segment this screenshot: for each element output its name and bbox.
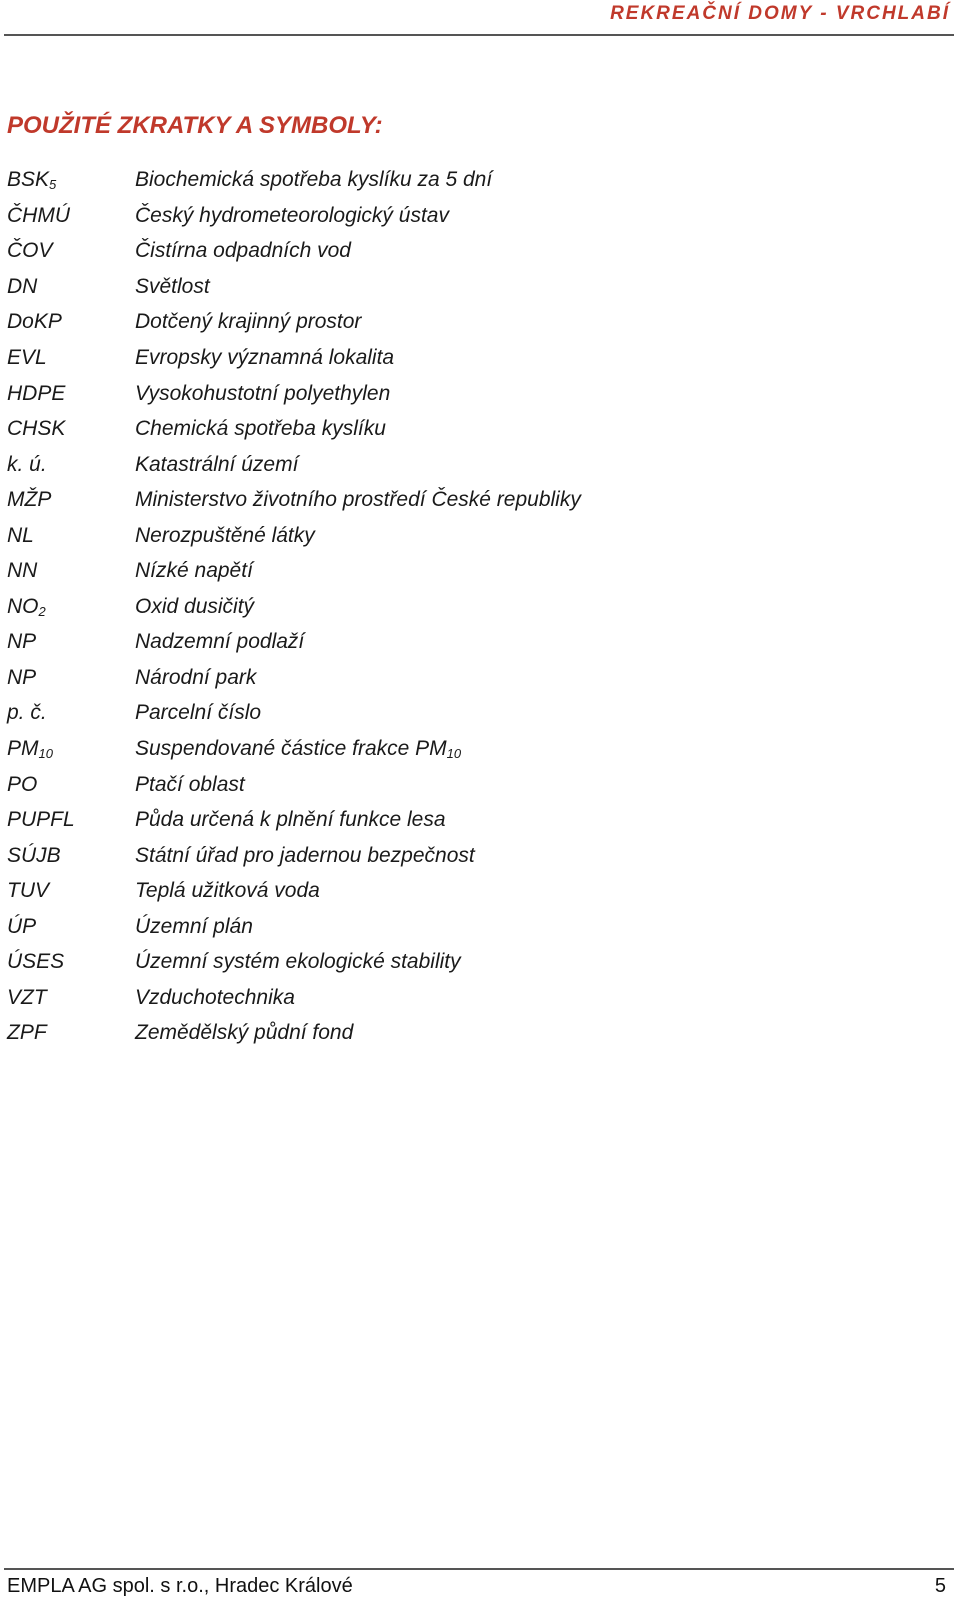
abbreviation-meaning-text: Světlost: [135, 274, 210, 298]
abbreviation-term: [7, 418, 135, 439]
abbreviation-row: [7, 162, 907, 198]
abbreviation-row: [7, 340, 907, 376]
abbreviation-meaning-text: Chemická spotřeba kyslíku: [135, 417, 386, 441]
abbreviation-row: [7, 517, 907, 553]
abbreviation-term: [7, 845, 135, 866]
abbreviation-meaning-text: Dotčený krajinný prostor: [135, 310, 362, 334]
abbreviation-meaning: [135, 560, 253, 581]
abbreviation-row: [7, 660, 907, 696]
abbreviation-meaning: [135, 880, 320, 901]
abbreviation-meaning: [135, 418, 386, 439]
abbreviation-meaning-text: Suspendované částice frakce PM: [135, 737, 447, 761]
abbreviation-meaning: [135, 525, 315, 546]
abbreviation-meaning-text: Státní úřad pro jadernou bezpečnost: [135, 843, 475, 867]
abbreviation-meaning-text: Oxid dusičitý: [135, 594, 255, 618]
page-footer: [4, 1568, 954, 1599]
abbreviation-meaning-text: Nadzemní podlaží: [135, 630, 305, 654]
abbreviation-row: [7, 375, 907, 411]
abbreviation-meaning: [135, 454, 298, 475]
abbreviation-term-text: p. č.: [7, 701, 47, 725]
document-title: REKREAČNÍ DOMY - VRCHLABÍ: [610, 3, 950, 24]
abbreviation-term-text: TUV: [7, 879, 49, 903]
abbreviation-term: [7, 276, 135, 297]
abbreviation-meaning: [135, 987, 295, 1008]
abbreviation-row: [7, 304, 907, 340]
abbreviation-meaning-text: Katastrální území: [135, 452, 299, 476]
abbreviation-term: [7, 951, 135, 972]
abbreviation-term-text: DN: [7, 274, 38, 298]
abbreviation-term: [7, 987, 135, 1008]
abbreviation-meaning-text: Vysokohustotní polyethylen: [135, 381, 391, 405]
abbreviation-meaning-text: Nízké napětí: [135, 559, 253, 583]
abbreviation-term: [7, 809, 135, 830]
abbreviation-meaning: [135, 240, 351, 261]
abbreviation-row: [7, 802, 907, 838]
abbreviation-term: [7, 1022, 135, 1043]
abbreviation-meaning: [135, 737, 462, 762]
abbreviation-row: [7, 944, 907, 980]
abbreviation-meaning: [135, 774, 245, 795]
abbreviation-meaning: [135, 205, 449, 226]
abbreviation-term-text: ÚP: [7, 914, 37, 938]
abbreviation-meaning-text: Český hydrometeorologický ústav: [135, 203, 449, 227]
abbreviation-meaning-text: Územní plán: [135, 914, 253, 938]
abbreviation-meaning-text: Ministerstvo životního prostředí České republiky: [135, 488, 581, 512]
abbreviation-term: [7, 880, 135, 901]
abbreviation-meaning-text: Zemědělský půdní fond: [135, 1021, 354, 1045]
abbreviation-term-text: DoKP: [7, 310, 62, 334]
abbreviation-row: [7, 1015, 907, 1051]
abbreviation-list: [7, 162, 907, 1051]
abbreviation-row: [7, 482, 907, 518]
abbreviation-term: [7, 347, 135, 368]
abbreviation-row: [7, 908, 907, 944]
abbreviation-meaning-text: Teplá užitková voda: [135, 879, 320, 903]
abbreviation-term: [7, 737, 135, 762]
abbreviation-meaning: [135, 951, 461, 972]
abbreviation-term-text: PM: [7, 737, 39, 761]
abbreviation-term: [7, 596, 135, 617]
abbreviation-meaning-text: Územní systém ekologické stability: [135, 950, 461, 974]
abbreviation-meaning: [135, 667, 256, 688]
abbreviation-term-text: PUPFL: [7, 808, 75, 832]
abbreviation-term: [7, 525, 135, 546]
abbreviation-term-text: SÚJB: [7, 843, 61, 867]
abbreviation-term: [7, 631, 135, 652]
abbreviation-term-text: NP: [7, 665, 37, 689]
abbreviation-meaning: [135, 631, 304, 652]
abbreviation-term-text: NN: [7, 559, 38, 583]
abbreviation-term: [7, 168, 135, 193]
abbreviation-row: [7, 837, 907, 873]
abbreviation-row: [7, 731, 907, 767]
abbreviation-term: [7, 489, 135, 510]
abbreviation-term-text: ČOV: [7, 239, 53, 263]
abbreviation-term-text: HDPE: [7, 381, 66, 405]
abbreviation-row: [7, 446, 907, 482]
abbreviation-row: [7, 589, 907, 625]
abbreviation-meaning: [135, 916, 253, 937]
abbreviation-term: [7, 311, 135, 332]
meaning-subscript: 10: [446, 746, 462, 762]
page-header: [4, 0, 954, 36]
abbreviation-meaning: [135, 489, 581, 510]
abbreviation-meaning-text: Čistírna odpadních vod: [135, 239, 351, 263]
abbreviation-meaning-text: Národní park: [135, 665, 257, 689]
abbreviation-meaning: [135, 845, 475, 866]
abbreviation-row: [7, 624, 907, 660]
abbreviation-term-text: NL: [7, 523, 34, 547]
abbreviation-meaning-text: Nerozpuštěné látky: [135, 523, 315, 547]
abbreviation-term-text: ZPF: [7, 1021, 47, 1045]
abbreviation-term-text: NO: [7, 594, 39, 618]
abbreviation-subscript: 10: [38, 746, 53, 762]
abbreviation-row: [7, 873, 907, 909]
abbreviation-meaning-text: Biochemická spotřeba kyslíku za 5 dní: [135, 168, 493, 192]
abbreviation-term: [7, 702, 135, 723]
abbreviation-meaning-text: Půda určená k plnění funkce lesa: [135, 808, 446, 832]
abbreviation-term-text: EVL: [7, 346, 47, 369]
abbreviation-term: [7, 240, 135, 261]
abbreviation-subscript: 2: [38, 603, 46, 619]
abbreviation-subscript: 5: [49, 177, 57, 193]
abbreviation-row: [7, 980, 907, 1016]
abbreviation-row: [7, 269, 907, 305]
abbreviation-meaning: [135, 169, 492, 190]
abbreviation-meaning: [135, 702, 261, 723]
abbreviation-term: [7, 916, 135, 937]
abbreviation-term-text: MŽP: [7, 488, 52, 512]
abbreviation-term: [7, 774, 135, 795]
abbreviation-row: [7, 553, 907, 589]
abbreviation-term: [7, 560, 135, 581]
section-heading: POUŽITÉ ZKRATKY A SYMBOLY:: [7, 112, 383, 139]
abbreviation-term-text: ÚSES: [7, 950, 65, 974]
abbreviation-term-text: NP: [7, 630, 37, 654]
abbreviation-term-text: ČHMÚ: [7, 203, 70, 227]
abbreviation-meaning: [135, 347, 394, 368]
abbreviation-meaning: [135, 1022, 353, 1043]
abbreviation-term-text: VZT: [7, 985, 47, 1009]
abbreviation-term-text: k. ú.: [7, 452, 47, 476]
abbreviation-meaning: [135, 596, 254, 617]
abbreviation-term: [7, 205, 135, 226]
abbreviation-term-text: BSK: [7, 168, 50, 192]
abbreviation-meaning: [135, 809, 446, 830]
abbreviation-row: [7, 198, 907, 234]
footer-company: EMPLA AG spol. s r.o., Hradec Králové: [7, 1575, 353, 1597]
abbreviation-term: [7, 667, 135, 688]
abbreviation-meaning-text: Vzduchotechnika: [135, 985, 295, 1009]
abbreviation-meaning-text: Ptačí oblast: [135, 772, 245, 796]
abbreviation-term-text: CHSK: [7, 417, 66, 441]
abbreviation-meaning-text: Evropsky významná lokalita: [135, 346, 395, 369]
abbreviation-row: [7, 766, 907, 802]
abbreviation-meaning: [135, 276, 210, 297]
abbreviation-term: [7, 383, 135, 404]
abbreviation-row: [7, 695, 907, 731]
abbreviation-meaning: [135, 383, 390, 404]
abbreviation-term-text: PO: [7, 772, 38, 796]
page-number: 5: [934, 1575, 946, 1597]
abbreviation-meaning-text: Parcelní číslo: [135, 701, 262, 725]
abbreviation-meaning: [135, 311, 361, 332]
abbreviation-row: [7, 411, 907, 447]
abbreviation-term: [7, 454, 135, 475]
abbreviation-row: [7, 233, 907, 269]
